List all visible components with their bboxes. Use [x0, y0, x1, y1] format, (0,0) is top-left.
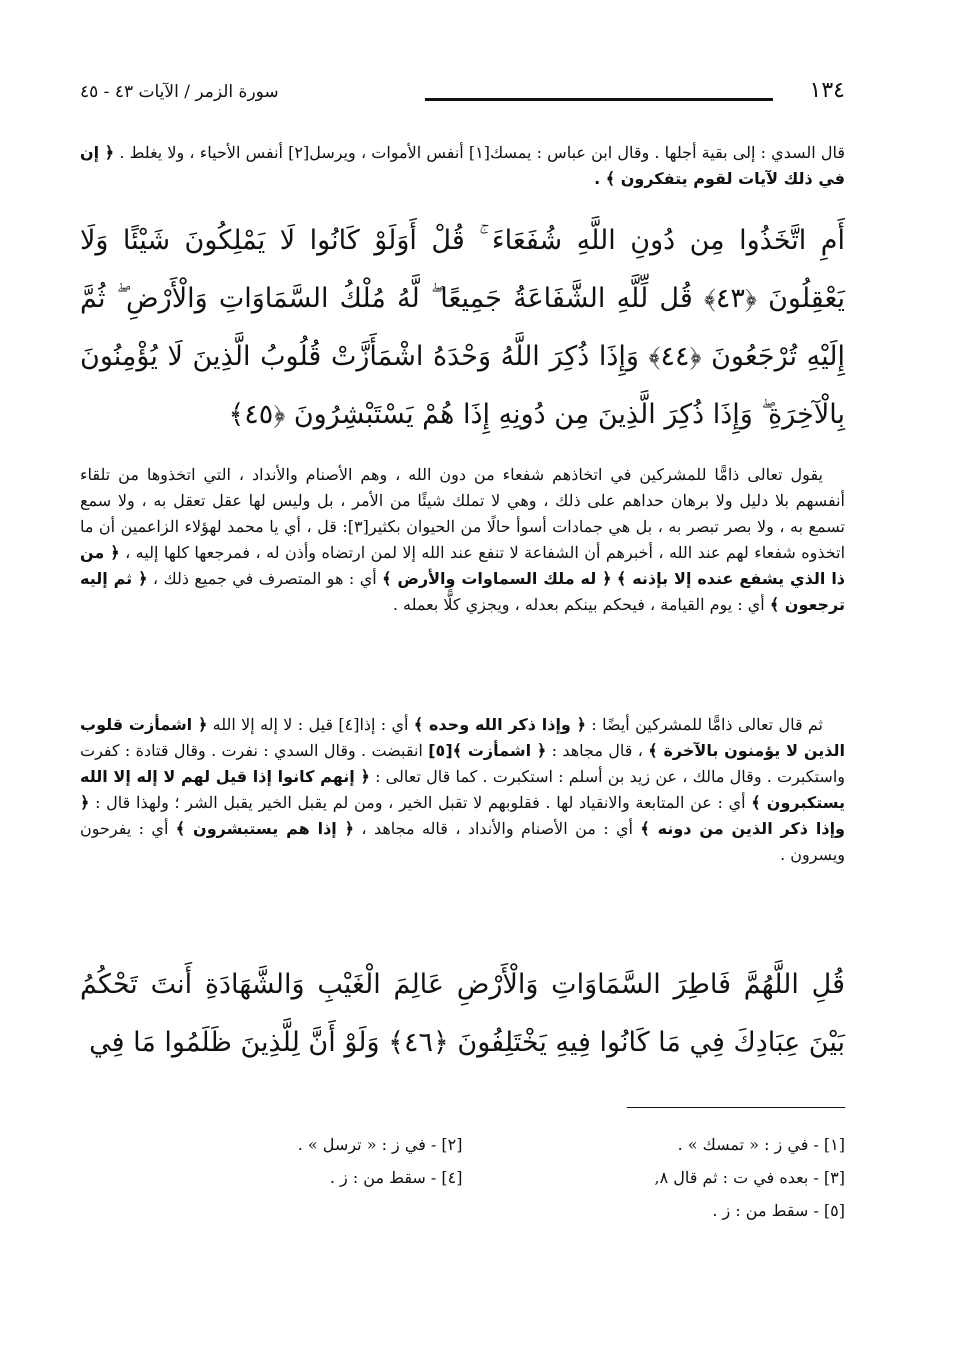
page-number: ١٣٤	[809, 78, 845, 103]
quoted-verse: ﴿ ثم إليه ترجعون ﴾	[80, 569, 845, 614]
intro-paragraph	[80, 140, 845, 192]
running-header	[80, 78, 845, 118]
quoted-verse: ﴿ إنهم كانوا إذا قيل لهم لا إله إلا الله يستكبرون ﴾	[80, 767, 846, 812]
intro-text: قال السدي : إلى بقية أجلها . وقال ابن عباس : يمسك[١] أنفس الأموات ، ويرسل[٢] أنفس الأحياء ، ولا يغلط .	[119, 143, 845, 162]
footnote-rule	[627, 1107, 845, 1108]
footnote-2: [٢] - في ز : « ترسل » .	[297, 1135, 463, 1154]
quoted-verse: ﴿ وإذا ذكر الله وحده ﴾	[413, 715, 587, 734]
footnote-3: [٣] - بعده في ت : ثم قال ٨,	[654, 1168, 845, 1187]
verse-text: قُلِ اللَّهُمَّ فَاطِرَ السَّمَاوَاتِ وَالْأَرْضِ عَالِمَ الْغَيْبِ وَالشَّهَادَةِ أَنتَ تَحْكُمُ بَيْنَ عِبَادِكَ فِي مَا كَانُوا فِيهِ يَخْتَلِفُونَ ﴿٤٦﴾ وَلَوْ أَنَّ لِلَّذِينَ ظَلَمُوا مَا فِي	[80, 969, 845, 1058]
footnote-1: [١] - في ز : « تمسك » .	[677, 1135, 845, 1154]
commentary-text: أي : من الأصنام والأنداد ، قاله مجاهد ،	[361, 819, 633, 838]
footnotes	[80, 1128, 845, 1227]
quoted-verse: ﴿ إن في ذلك لآيات لقوم يتفكرون ﴾ .	[80, 143, 845, 188]
quoted-verse: ﴿ اشمأزت قلوب الذين لا يؤمنون بالآخرة ﴾	[80, 715, 846, 760]
header-rule	[425, 98, 773, 101]
commentary-text: أي : عن المتابعة والانقياد لها . فقلوبهم لا تقبل الخير ، ومن لم يقبل الخير يقبل الشر ؛ ولهذا قال :	[95, 793, 746, 812]
commentary-paragraph-2	[80, 712, 845, 868]
quran-verses-43-45	[80, 212, 845, 444]
running-title: سورة الزمر / الآيات ٤٣ - ٤٥	[80, 82, 279, 102]
footnote-4: [٤] - سقط من : ز .	[329, 1168, 463, 1187]
commentary-text: ، قال مجاهد :	[551, 741, 643, 760]
commentary-paragraph-1	[80, 462, 845, 618]
footnote-5: [٥] - سقط من : ز .	[712, 1201, 845, 1220]
commentary-text: أي : يوم القيامة ، فيحكم بينكم بعدله ، ويجزي كلًّا بعمله .	[392, 595, 765, 614]
commentary-text: أي : هو المتصرف في جميع ذلك ،	[152, 569, 377, 588]
verse-text: أَمِ اتَّخَذُوا مِن دُونِ اللَّهِ شُفَعَاءَ ۚ قُلْ أَوَلَوْ كَانُوا لَا يَمْلِكُونَ شَيْئًا وَلَا يَعْقِلُونَ ﴿٤٣﴾ قُل لِّلَّهِ الشَّفَاعَةُ جَمِيعًا ۖ لَّهُ مُلْكُ السَّمَاوَاتِ وَالْأَرْضِ ۖ ثُمَّ إِلَيْهِ تُرْجَعُونَ ﴿٤٤﴾ وَإِذَا ذُكِرَ اللَّهُ وَحْدَهُ اشْمَأَزَّتْ قُلُوبُ الَّذِينَ لَا يُؤْمِنُونَ بِالْآخِرَةِ ۖ وَإِذَا ذُكِرَ الَّذِينَ مِن دُونِهِ إِذَا هُمْ يَسْتَبْشِرُونَ ﴿٤٥﴾	[80, 225, 845, 430]
commentary-text: أي : إذا[٤] قيل : لا إله إلا الله	[212, 715, 409, 734]
quoted-verse: ﴿ إذا هم يستبشرون ﴾	[175, 819, 355, 838]
quoted-verse: ﴿ اشمأزت ﴾[٥]	[428, 741, 547, 760]
quoted-verse: ﴿ من ذا الذي يشفع عنده إلا بإذنه ﴾	[80, 543, 846, 588]
commentary-text: ثم قال تعالى ذامًّا للمشركين أيضًا :	[591, 715, 824, 734]
commentary-text: انقبضت . وقال السدي : نفرت . وقال قتادة : كفرت واستكبرت . وقال مالك ، عن زيد بن أسلم : استكبرت . كما قال تعالى :	[80, 741, 846, 786]
commentary-text: أي : يفرحون ويسرون .	[80, 819, 845, 864]
quran-verses-46	[80, 956, 845, 1072]
commentary-text: يقول تعالى ذامًّا للمشركين في اتخاذهم شفعاء من دون الله ، وهم الأصنام والأنداد ، التي اتخذوها من تلقاء أنفسهم بلا دليل ولا برهان حداهم على ذلك ، وهي لا تملك شيئًا من الأمر ، بل وليس لها عقل تعقل به ، ولا سمع تسمع به ، ولا بصر تبصر به ، بل هي جمادات أسوأ حالًا من الحيوان بكثير[٣]: قل ، أي يا محمد لهؤلاء الزاعمين أن ما اتخذوه شفعاء لهم عند الله ، أخبرهم أن الشفاعة لا تنفع عند الله إلا لمن ارتضاه وأذن له ، فمرجعها كلها إليه ،	[80, 465, 846, 562]
quoted-verse: ﴿ وإذا ذكر الذين من دونه ﴾	[80, 793, 846, 838]
quoted-verse: ﴿ له ملك السماوات والأرض ﴾	[382, 569, 612, 588]
